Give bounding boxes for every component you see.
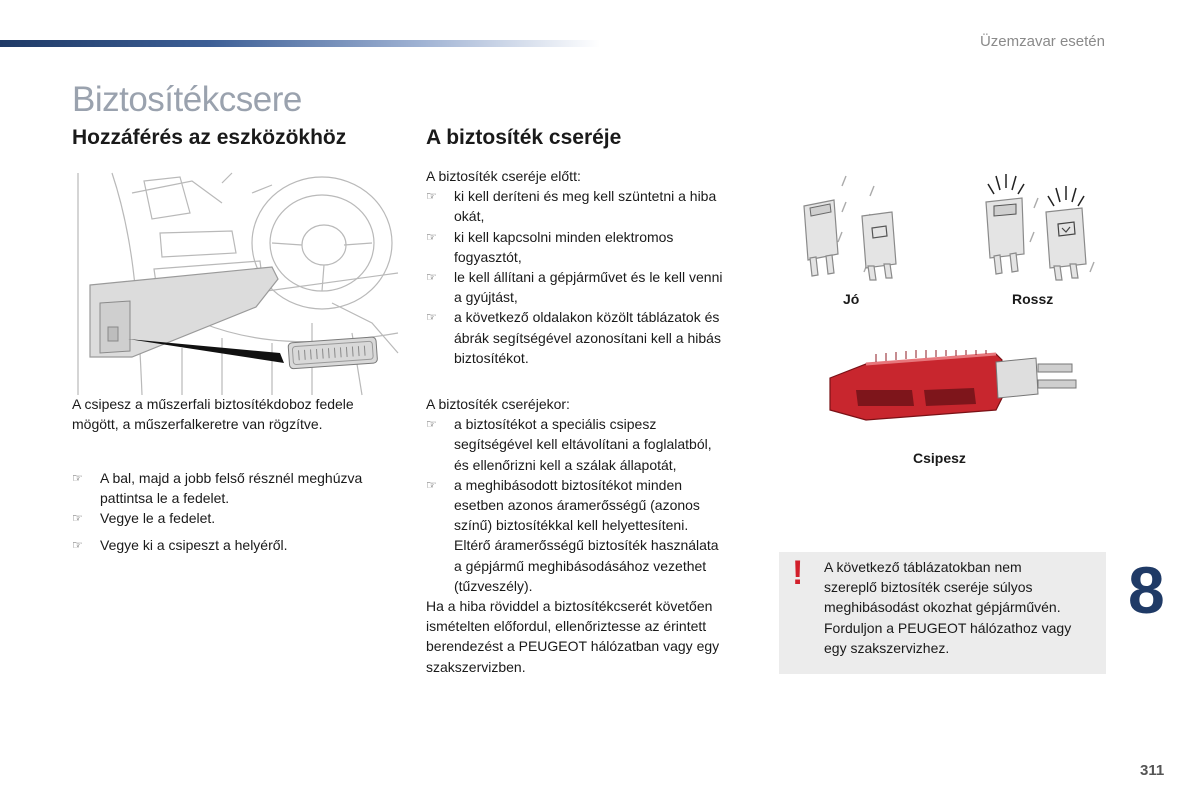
item-line: színű) biztosítékkal kell helyettesíteni. — [454, 517, 689, 534]
item-line: fogyasztót, — [454, 248, 522, 265]
tweezer-label: Csipesz — [913, 450, 966, 466]
hand-pointer-icon: ☞ — [426, 229, 437, 244]
step-line: Vegye le a fedelet. — [100, 510, 216, 527]
item-line: le kell állítani a gépjárművet és le kell venni — [454, 269, 723, 286]
section-label: Üzemzavar esetén — [979, 33, 1105, 50]
fuse-bad-illustration — [978, 172, 1102, 282]
item-line: a biztosítékot a speciális csipesz — [454, 416, 657, 433]
item-line: a gyújtást, — [454, 289, 518, 306]
list-item — [426, 307, 766, 368]
dashboard-illustration — [72, 173, 398, 395]
outro-line: ismételten előfordul, ellenőriztesse az érintett — [426, 618, 707, 635]
list-item — [426, 475, 766, 596]
chapter-number: 8 — [1128, 553, 1165, 627]
fuse-good-illustration — [796, 172, 906, 282]
tweezer-illustration — [826, 350, 1080, 422]
bad-fuse-label: Rossz — [1012, 291, 1054, 307]
access-steps — [72, 468, 402, 555]
item-line: ki kell deríteni és meg kell szüntetni a hiba — [454, 188, 717, 205]
item-line: Eltérő áramerősségű biztosíték használata — [454, 537, 719, 554]
item-line: (tűzveszély). — [454, 577, 533, 594]
list-item — [72, 535, 402, 555]
before-list — [426, 186, 766, 368]
replacement-heading: A biztosíték cseréje — [426, 126, 622, 149]
warning-line: egy szakszervizhez. — [824, 639, 950, 656]
outro-line: szakszervizben. — [426, 658, 526, 675]
warning-line: szereplő biztosíték cseréje súlyos — [824, 579, 1033, 596]
header-bar — [0, 40, 600, 47]
warning-box — [779, 552, 1106, 674]
item-line: ki kell kapcsolni minden elektromos — [454, 228, 674, 245]
warning-text — [824, 557, 1099, 658]
hand-pointer-icon: ☞ — [426, 189, 437, 204]
item-line: segítségével kell eltávolítani a foglalatból, — [454, 436, 712, 453]
warning-line: Forduljon a PEUGEOT hálózathoz vagy — [824, 619, 1072, 636]
hand-pointer-icon: ☞ — [426, 310, 437, 325]
outro-line: berendezést a PEUGEOT hálózatban vagy egy — [426, 638, 720, 655]
item-line: a következő oldalakon közölt táblázatok és — [454, 309, 720, 326]
during-section — [426, 394, 766, 677]
outro-line: Ha a hiba röviddel a biztosítékcserét követően — [426, 598, 713, 615]
hand-pointer-icon: ☞ — [72, 511, 83, 526]
during-list — [426, 414, 766, 596]
list-item — [426, 186, 766, 226]
hand-pointer-icon: ☞ — [426, 417, 437, 432]
tweezer-location-caption — [72, 394, 402, 434]
item-line: esetben azonos áramerősségű (azonos — [454, 497, 700, 514]
list-item — [426, 227, 766, 267]
item-line: és ellenőrizni kell a szálak állapotát, — [454, 456, 677, 473]
hand-pointer-icon: ☞ — [426, 270, 437, 285]
before-intro: A biztosíték cseréje előtt: — [426, 168, 581, 184]
item-line: okát, — [454, 208, 485, 225]
item-line: ábrák segítségével azonosítani kell a hibás — [454, 329, 721, 346]
step-line: pattintsa le a fedelet. — [100, 490, 230, 507]
list-item — [426, 267, 766, 307]
during-intro: A biztosíték cseréjekor: — [426, 396, 570, 412]
caption-line: mögött, a műszerfalkeretre van rögzítve. — [72, 416, 323, 433]
hand-pointer-icon: ☞ — [72, 471, 83, 485]
list-item — [72, 468, 402, 508]
list-item — [72, 508, 402, 528]
warning-line: A következő táblázatokban nem — [824, 559, 1022, 575]
good-fuse-label: Jó — [843, 291, 860, 307]
item-line: a meghibásodott biztosítékot minden — [454, 476, 683, 493]
page-title: Biztosítékcsere — [72, 80, 302, 119]
item-line: biztosítékot. — [454, 349, 529, 366]
item-line: a gépjármű meghibásodásához vezethet — [454, 557, 707, 574]
caption-line: A csipesz a műszerfali biztosítékdoboz fedele — [72, 396, 354, 412]
warning-icon: ! — [792, 554, 804, 592]
list-item — [426, 414, 766, 475]
outro-paragraph — [426, 596, 766, 677]
step-line: A bal, majd a jobb felső résznél meghúzva — [100, 470, 363, 486]
access-heading: Hozzáférés az eszközökhöz — [72, 126, 347, 149]
page-number: 311 — [1140, 762, 1165, 779]
before-section — [426, 166, 766, 368]
hand-pointer-icon: ☞ — [426, 477, 437, 492]
hand-pointer-icon: ☞ — [72, 537, 83, 552]
warning-line: meghibásodást okozhat gépjárművén. — [824, 599, 1061, 616]
step-line: Vegye ki a csipeszt a helyéről. — [100, 536, 288, 553]
